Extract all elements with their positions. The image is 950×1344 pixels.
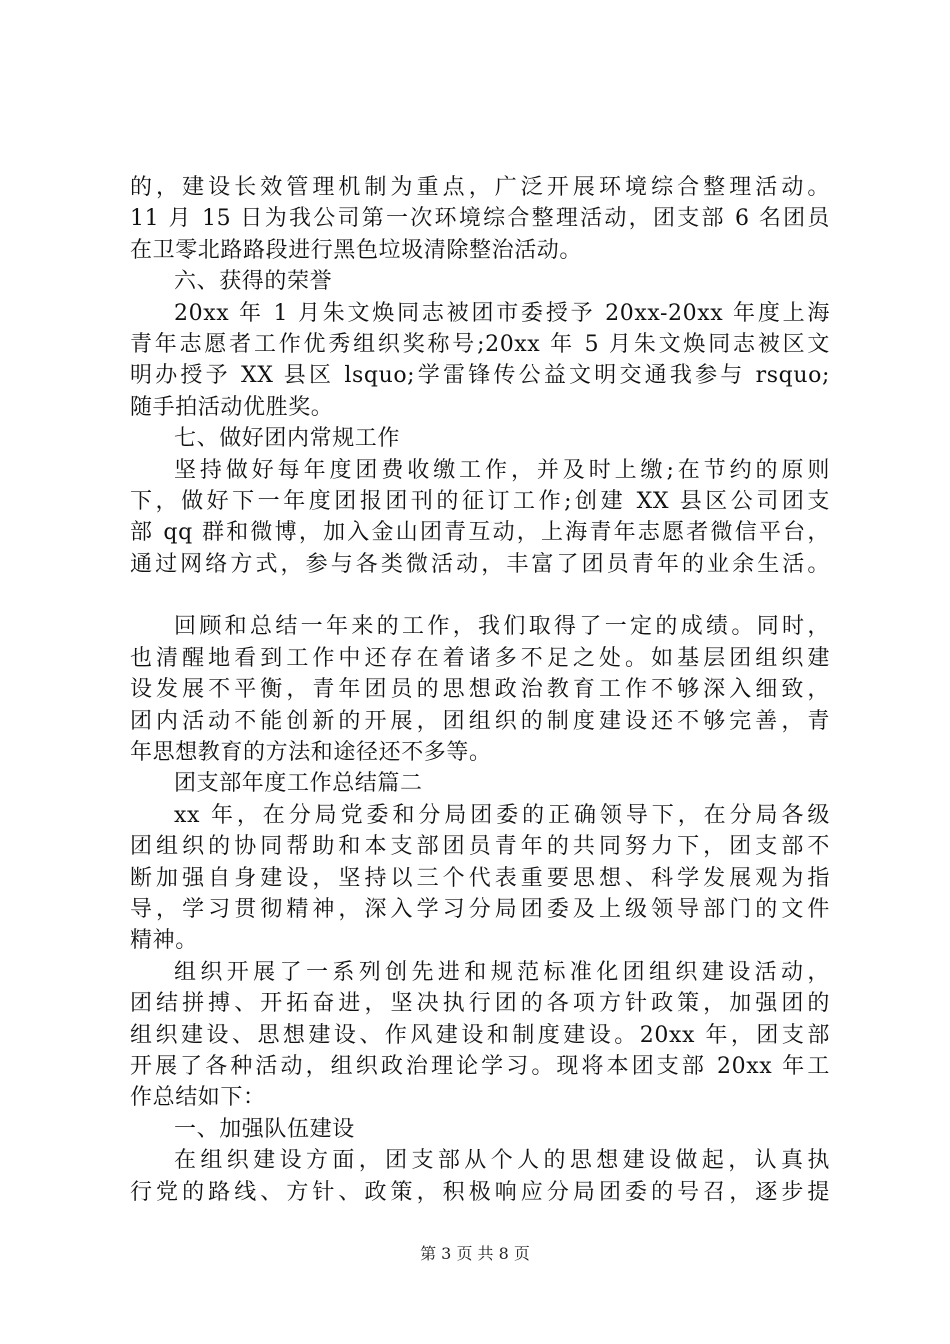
section-heading: 六、获得的荣誉 bbox=[174, 269, 333, 295]
text-line: 作总结如下： bbox=[130, 1085, 266, 1111]
text-line: 精神。 bbox=[130, 928, 198, 954]
text-line: 开展了各种活动，组织政治理论学习。现将本团支部 20xx 年工 bbox=[130, 1053, 830, 1079]
text-line: 导，学习贯彻精神，深入学习分局团委及上级领导部门的文件 bbox=[130, 896, 830, 922]
text-line: 坚持做好每年度团费收缴工作，并及时上缴;在节约的原则 bbox=[174, 457, 830, 483]
text-line: 年思想教育的方法和途径还不多等。 bbox=[130, 740, 492, 766]
text-line: 团结拼搏、开拓奋进，坚决执行团的各项方针政策，加强团的 bbox=[130, 991, 830, 1017]
text-line: 在卫零北路路段进行黑色垃圾清除整治活动。 bbox=[130, 237, 583, 263]
text-line: 明办授予 XX 县区 lsquo;学雷锋传公益文明交通我参与 rsquo; bbox=[130, 363, 830, 389]
text-line: 随手拍活动优胜奖。 bbox=[130, 394, 334, 420]
text-line: 组织开展了一系列创先进和规范标准化团组织建设活动， bbox=[174, 959, 830, 985]
text-line: 组织建设、思想建设、作风建设和制度建设。20xx 年，团支部 bbox=[130, 1022, 830, 1048]
text-line: 下，做好下一年度团报团刊的征订工作;创建 XX 县区公司团支 bbox=[130, 488, 830, 514]
text-line: 在组织建设方面，团支部从个人的思想建设做起，认真执 bbox=[174, 1148, 830, 1174]
text-line: 也清醒地看到工作中还存在着诸多不足之处。如基层团组织建 bbox=[130, 645, 830, 671]
text-line: 通过网络方式，参与各类微活动，丰富了团员青年的业余生活。 bbox=[130, 551, 830, 577]
text-line: 青年志愿者工作优秀组织奖称号;20xx 年 5 月朱文焕同志被区文 bbox=[130, 331, 830, 357]
text-line: 断加强自身建设，坚持以三个代表重要思想、科学发展观为指 bbox=[130, 865, 830, 891]
text-line: 设发展不平衡，青年团员的思想政治教育工作不够深入细致， bbox=[130, 677, 830, 703]
text-line: 行党的路线、方针、政策，积极响应分局团委的号召，逐步提 bbox=[130, 1179, 830, 1205]
text-line: 回顾和总结一年来的工作，我们取得了一定的成绩。同时， bbox=[174, 614, 830, 640]
section-heading: 团支部年度工作总结篇二 bbox=[174, 771, 423, 797]
text-line: 团内活动不能创新的开展，团组织的制度建设还不够完善，青 bbox=[130, 708, 830, 734]
text-line: 11 月 15 日为我公司第一次环境综合整理活动，团支部 6 名团员 bbox=[130, 206, 830, 232]
section-heading: 七、做好团内常规工作 bbox=[174, 426, 401, 452]
page-number-footer: 第 3 页 共 8 页 bbox=[420, 1244, 530, 1263]
text-line: 团组织的协同帮助和本支部团员青年的共同努力下，团支部不 bbox=[130, 834, 830, 860]
document-body bbox=[130, 172, 830, 1208]
text-line: 20xx 年 1 月朱文焕同志被团市委授予 20xx-20xx 年度上海 bbox=[174, 300, 830, 326]
section-heading: 一、加强队伍建设 bbox=[174, 1116, 355, 1142]
text-line: 部 qq 群和微博，加入金山团青互动，上海青年志愿者微信平台， bbox=[130, 520, 830, 546]
paragraph-gap bbox=[130, 580, 830, 611]
text-line: 的，建设长效管理机制为重点，广泛开展环境综合整理活动。 bbox=[130, 175, 830, 200]
text-line: xx 年，在分局党委和分局团委的正确领导下，在分局各级 bbox=[174, 802, 830, 828]
